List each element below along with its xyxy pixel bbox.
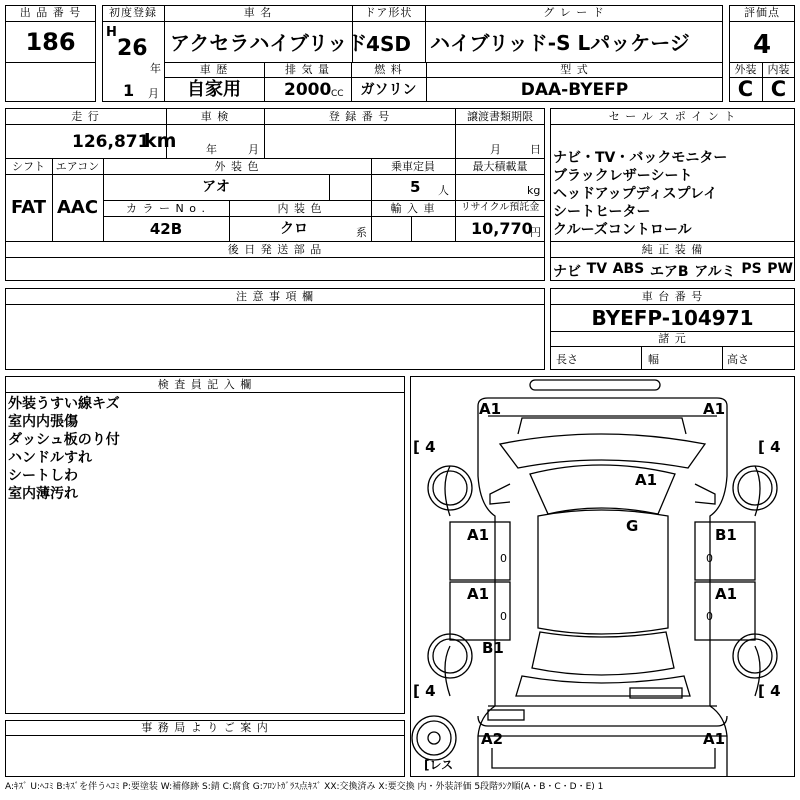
interior-color-unit: 系 (356, 226, 367, 239)
inspector-note: 室内内張傷 (8, 414, 78, 430)
standard-equipment-list (553, 261, 793, 281)
equipment-item: アルミ (694, 264, 736, 280)
interior-color: クロ (280, 221, 308, 237)
capacity-unit: 人 (438, 184, 449, 197)
registration-month: 1 (123, 81, 135, 100)
interior-grade: C (770, 77, 787, 101)
grade: ハイブリッド-S Lパッケージ (430, 31, 690, 55)
sales-point: ヘッドアップディスプレイ (553, 186, 718, 202)
shift-label: シフト (12, 160, 45, 173)
grade-label: グ レ ー ド (543, 6, 605, 19)
transfer-deadline-label: 譲渡書類期限 (467, 110, 533, 123)
damage-mark: A1 (479, 400, 502, 418)
tire-depth: [ 4 (758, 438, 781, 456)
door-zero-mark: 0 (706, 610, 713, 623)
fuel-label: 燃 料 (374, 63, 403, 76)
sales-points-list (553, 149, 727, 239)
max-load-label: 最大積載量 (472, 160, 528, 173)
max-load-unit: kg (527, 184, 541, 197)
import-label: 輸 入 車 (390, 202, 436, 215)
inspection-month-unit: 月 (248, 143, 259, 156)
chassis-number-label: 車 台 番 号 (641, 290, 704, 303)
inspection-year-unit: 年 (206, 143, 217, 156)
inspector-note: 外装うすい線キズ (8, 396, 120, 412)
aircon-type: AAC (56, 197, 99, 218)
damage-mark: A1 (467, 585, 490, 603)
inspector-notes-list (8, 395, 120, 503)
fuel-type: ガソリン (360, 82, 417, 98)
damage-mark: A1 (715, 585, 738, 603)
door-zero-mark: 0 (500, 610, 507, 623)
sales-point: シートヒーター (553, 204, 651, 220)
mileage: 126,871 (72, 132, 150, 152)
capacity-label: 乗車定員 (391, 160, 435, 173)
notes-label: 注 意 事 項 欄 (236, 290, 314, 303)
first-registration-label: 初度登録 (109, 6, 157, 19)
recycle-fee-unit: 円 (530, 226, 541, 239)
height-label: 高さ (727, 353, 749, 366)
equipment-item: エアB (649, 264, 689, 280)
exterior-label: 外装 (734, 63, 757, 76)
door-zero-mark: 0 (706, 552, 713, 565)
tire-depth: [ 4 (413, 438, 436, 456)
mileage-unit: km (144, 130, 177, 152)
seating-capacity: 5 (410, 178, 421, 196)
lot-label: 出 品 番 号 (19, 6, 82, 19)
sales-point: クルーズコントロール (553, 222, 692, 238)
exterior-grade: C (737, 77, 754, 101)
damage-mark: A2 (481, 730, 504, 748)
equipment-item: PS (741, 261, 762, 277)
interior-color-label: 内 装 色 (277, 202, 323, 215)
standard-equipment-label: 純 正 装 備 (641, 243, 704, 256)
door-label: ドア形状 (364, 6, 413, 19)
color-number-label: カ ラ ー N o . (126, 202, 206, 215)
door-zero-mark: 0 (500, 552, 507, 565)
equipment-item: TV (586, 261, 608, 277)
car-name: アクセラハイブリッド (170, 31, 368, 55)
deferred-parts-label: 後 日 発 送 部 品 (227, 243, 323, 256)
lot-number: 186 (25, 28, 76, 56)
recycle-fee-label: リサイクル預託金 (460, 202, 540, 213)
car-name-label: 車 名 (243, 6, 273, 19)
overall-score: 4 (752, 30, 772, 60)
shift-type: FAT (10, 197, 47, 218)
damage-mark: G (626, 517, 639, 535)
sales-points-label: セ ー ル ス ポ イ ン ト (608, 110, 737, 123)
history-label: 車 歴 (199, 63, 229, 76)
tire-depth: [ 4 (413, 682, 436, 700)
displacement: 2000 (284, 80, 332, 100)
equipment-item: ABS (612, 261, 645, 277)
chassis-number: BYEFP-104971 (591, 306, 754, 330)
year-unit: 年 (150, 62, 161, 75)
damage-mark: A1 (703, 400, 726, 418)
door-type: 4SD (366, 32, 411, 56)
recycle-fee: 10,770 (471, 219, 533, 238)
equipment-item: PW (767, 261, 793, 277)
transfer-day-unit: 日 (530, 143, 541, 156)
inspector-notes-label: 検 査 員 記 入 欄 (157, 378, 253, 391)
sales-point: ナビ・TV・バックモニター (553, 150, 728, 166)
inspector-note: 室内薄汚れ (8, 486, 78, 502)
office-notice-label: 事 務 局 よ り ご 案 内 (141, 721, 269, 734)
length-label: 長さ (556, 353, 578, 366)
era-letter: H (106, 25, 117, 40)
exterior-color: アオ (202, 179, 230, 195)
registration-year: 26 (117, 36, 148, 61)
car-diagram (410, 376, 795, 777)
damage-mark: B1 (482, 639, 504, 657)
specs-label: 諸 元 (658, 332, 687, 345)
color-number: 42B (149, 220, 183, 238)
damage-mark: A1 (703, 730, 726, 748)
damage-mark: B1 (715, 526, 737, 544)
equipment-item: ナビ (553, 264, 581, 280)
damage-mark: A1 (467, 526, 490, 544)
inspector-note: ダッシュ板のり付 (8, 432, 120, 448)
tire-depth: [ 4 (758, 682, 781, 700)
model-label: 型 式 (560, 63, 589, 76)
inspector-note: ハンドルすれ (8, 450, 92, 466)
damage-legend: A:ｷｽﾞ U:ﾍｺﾐ B:ｷｽﾞを伴うﾍｺﾐ P:要塗装 W:補修跡 S:錆 C:腐食 G:ﾌﾛﾝﾄｶﾞﾗｽ点ｷｽﾞ XX:交換済み X:要交換 内・外装評価 5段階ﾗﾝｸ順(A・B・C・D・E) 1 (5, 782, 604, 792)
damage-mark: A1 (635, 471, 658, 489)
inspection-label: 車 検 (200, 110, 230, 123)
width-label: 幅 (648, 353, 659, 366)
registration-number-label: 登 録 番 号 (328, 110, 391, 123)
exterior-color-label: 外 装 色 (214, 160, 260, 173)
model-code: DAA-BYEFP (520, 80, 629, 100)
sales-point: ブラックレザーシート (553, 168, 693, 184)
aircon-label: エアコン (55, 160, 100, 173)
month-unit: 月 (148, 87, 159, 100)
vehicle-history: 自家用 (187, 79, 241, 100)
spare-tire-status: [レス (424, 758, 454, 772)
transfer-month-unit: 月 (490, 143, 501, 156)
interior-label: 内装 (767, 63, 790, 76)
displacement-unit: CC (331, 89, 344, 99)
displacement-label: 排 気 量 (285, 63, 330, 76)
inspector-note: シートしわ (8, 468, 78, 484)
mileage-label: 走 行 (71, 110, 100, 123)
score-label: 評価点 (744, 6, 780, 19)
